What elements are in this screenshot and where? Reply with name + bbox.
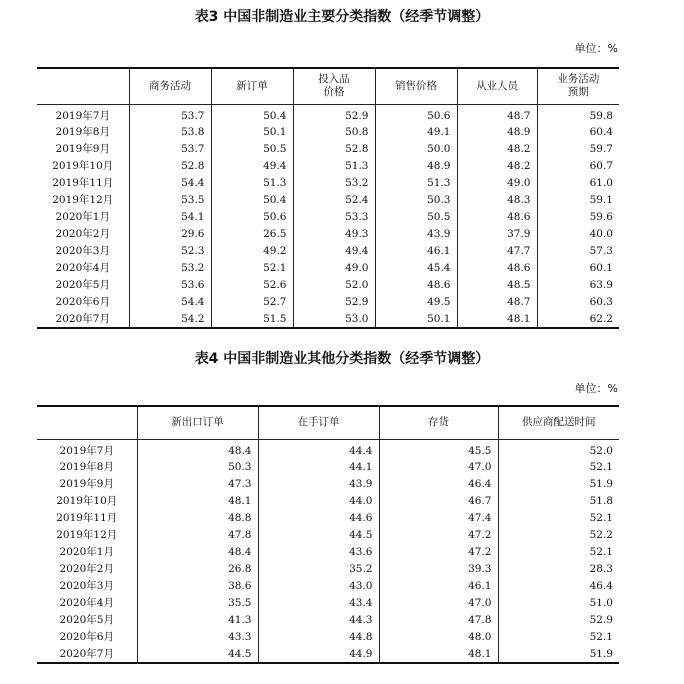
row-month-label: 2020年7月 bbox=[59, 647, 114, 660]
table-row bbox=[37, 104, 619, 124]
table-cell: 43.3 bbox=[137, 629, 258, 646]
table-cell: 50.6 bbox=[375, 104, 457, 124]
table4-title: 表4 中国非制造业其他分类指数（经季节调整） bbox=[194, 351, 490, 367]
table-cell: 60.3 bbox=[537, 294, 619, 311]
table-cell: 50.5 bbox=[211, 141, 293, 158]
table-cell: 57.3 bbox=[537, 243, 619, 260]
table3 bbox=[37, 67, 619, 329]
row-month-label: 2020年3月 bbox=[59, 580, 114, 592]
row-month-label: 2019年10月 bbox=[52, 160, 114, 172]
table-cell: 48.9 bbox=[375, 158, 457, 175]
row-month-label: 2019年9月 bbox=[55, 143, 110, 155]
table-cell: 50.0 bbox=[375, 141, 457, 158]
table-cell: 45.5 bbox=[379, 439, 498, 459]
table-row bbox=[37, 311, 619, 328]
table-row bbox=[37, 493, 619, 510]
table4-col-header: 新出口订单 bbox=[137, 406, 258, 439]
row-month-label: 2020年6月 bbox=[59, 631, 114, 643]
table-cell: 45.4 bbox=[375, 260, 457, 277]
table-cell: 50.3 bbox=[137, 459, 258, 476]
table-cell: 52.9 bbox=[293, 294, 375, 311]
table4-col-header bbox=[37, 406, 137, 439]
table-cell: 51.9 bbox=[498, 646, 619, 663]
table-cell: 54.1 bbox=[129, 209, 211, 226]
table3-col-header: 从业人员 bbox=[457, 68, 537, 104]
table-cell: 49.3 bbox=[293, 226, 375, 243]
table-cell: 54.4 bbox=[129, 175, 211, 192]
table-cell: 47.0 bbox=[379, 459, 498, 476]
table-cell: 53.0 bbox=[293, 311, 375, 328]
table-cell: 47.4 bbox=[379, 510, 498, 527]
table-cell: 44.5 bbox=[258, 527, 379, 544]
table-row bbox=[37, 510, 619, 527]
table-cell: 49.1 bbox=[375, 124, 457, 141]
table4-unit: 单位：% bbox=[574, 382, 618, 395]
table-row bbox=[37, 439, 619, 459]
table-cell: 38.6 bbox=[137, 578, 258, 595]
table-cell: 59.6 bbox=[537, 209, 619, 226]
table-cell: 44.3 bbox=[258, 612, 379, 629]
table-cell: 61.0 bbox=[537, 175, 619, 192]
table-cell: 43.6 bbox=[258, 544, 379, 561]
table-cell: 49.2 bbox=[211, 243, 293, 260]
table-cell: 37.9 bbox=[457, 226, 537, 243]
table-cell: 48.0 bbox=[379, 629, 498, 646]
table4-col-header: 供应商配送时间 bbox=[498, 406, 619, 439]
table-cell: 50.4 bbox=[211, 104, 293, 124]
table-cell: 47.0 bbox=[379, 595, 498, 612]
table4-col-header: 存货 bbox=[379, 406, 498, 439]
table-cell: 47.7 bbox=[457, 243, 537, 260]
table3-col-header: 投入品 价格 bbox=[293, 68, 375, 104]
table4-body bbox=[37, 439, 619, 663]
row-month-label: 2020年4月 bbox=[55, 262, 110, 274]
table-cell: 44.5 bbox=[137, 646, 258, 663]
table-cell: 48.4 bbox=[137, 439, 258, 459]
row-month-label: 2020年4月 bbox=[59, 597, 114, 609]
table-cell: 49.5 bbox=[375, 294, 457, 311]
table-cell: 48.7 bbox=[457, 104, 537, 124]
table3-col-header: 销售价格 bbox=[375, 68, 457, 104]
row-month-label: 2019年11月 bbox=[56, 512, 118, 524]
table-cell: 53.8 bbox=[129, 124, 211, 141]
row-month-label: 2020年7月 bbox=[55, 312, 110, 325]
table-cell: 49.0 bbox=[457, 175, 537, 192]
table-cell: 50.1 bbox=[211, 124, 293, 141]
table-cell: 52.1 bbox=[498, 629, 619, 646]
table-cell: 35.2 bbox=[258, 561, 379, 578]
table-cell: 52.8 bbox=[293, 141, 375, 158]
row-month-label: 2019年11月 bbox=[52, 177, 114, 189]
table-row bbox=[37, 561, 619, 578]
table-cell: 50.5 bbox=[375, 209, 457, 226]
table-cell: 48.6 bbox=[457, 260, 537, 277]
table-cell: 52.0 bbox=[498, 439, 619, 459]
table-cell: 49.4 bbox=[211, 158, 293, 175]
table3-title: 表3 中国非制造业主要分类指数（经季节调整） bbox=[194, 9, 490, 25]
row-month-label: 2019年7月 bbox=[55, 109, 110, 122]
table-cell: 46.4 bbox=[498, 578, 619, 595]
table-cell: 47.2 bbox=[379, 544, 498, 561]
table-cell: 59.8 bbox=[537, 104, 619, 124]
table-cell: 41.3 bbox=[137, 612, 258, 629]
table-row bbox=[37, 243, 619, 260]
row-month-label: 2020年5月 bbox=[59, 614, 114, 626]
row-month-label: 2020年2月 bbox=[55, 228, 110, 240]
table-cell: 49.4 bbox=[293, 243, 375, 260]
table-cell: 48.2 bbox=[457, 141, 537, 158]
table-cell: 44.9 bbox=[258, 646, 379, 663]
table-row bbox=[37, 646, 619, 663]
table-cell: 50.4 bbox=[211, 192, 293, 209]
table-cell: 47.8 bbox=[379, 612, 498, 629]
table3-header-row bbox=[37, 68, 619, 104]
table3-unit: 单位：% bbox=[574, 42, 618, 55]
table-cell: 47.8 bbox=[137, 527, 258, 544]
table-cell: 51.9 bbox=[498, 476, 619, 493]
table-row bbox=[37, 209, 619, 226]
table-cell: 46.7 bbox=[379, 493, 498, 510]
table-row bbox=[37, 192, 619, 209]
table-row bbox=[37, 260, 619, 277]
table-cell: 51.3 bbox=[293, 158, 375, 175]
row-month-label: 2019年7月 bbox=[59, 444, 114, 457]
table-cell: 53.3 bbox=[293, 209, 375, 226]
table-cell: 28.3 bbox=[498, 561, 619, 578]
table-cell: 48.6 bbox=[457, 209, 537, 226]
table-cell: 59.7 bbox=[537, 141, 619, 158]
table-cell: 60.1 bbox=[537, 260, 619, 277]
table-cell: 60.7 bbox=[537, 158, 619, 175]
table-cell: 50.8 bbox=[293, 124, 375, 141]
table-cell: 51.0 bbox=[498, 595, 619, 612]
table-cell: 35.5 bbox=[137, 595, 258, 612]
row-month-label: 2020年3月 bbox=[55, 245, 110, 257]
table-cell: 52.6 bbox=[211, 277, 293, 294]
table-cell: 53.7 bbox=[129, 104, 211, 124]
table-cell: 63.9 bbox=[537, 277, 619, 294]
table-cell: 52.9 bbox=[498, 612, 619, 629]
table-cell: 53.7 bbox=[129, 141, 211, 158]
table-cell: 47.3 bbox=[137, 476, 258, 493]
table-cell: 40.0 bbox=[537, 226, 619, 243]
row-month-label: 2020年1月 bbox=[55, 211, 110, 223]
table-cell: 26.5 bbox=[211, 226, 293, 243]
row-month-label: 2020年6月 bbox=[55, 296, 110, 308]
table-row bbox=[37, 277, 619, 294]
table-cell: 50.3 bbox=[375, 192, 457, 209]
table-row bbox=[37, 544, 619, 561]
table3-col-header bbox=[37, 68, 129, 104]
table3-col-header: 业务活动 预期 bbox=[537, 68, 619, 104]
table-cell: 49.0 bbox=[293, 260, 375, 277]
table-cell: 53.2 bbox=[293, 175, 375, 192]
table-cell: 53.6 bbox=[129, 277, 211, 294]
table-cell: 52.1 bbox=[498, 510, 619, 527]
table-cell: 52.1 bbox=[498, 544, 619, 561]
table-cell: 51.3 bbox=[211, 175, 293, 192]
table-cell: 44.0 bbox=[258, 493, 379, 510]
table-row bbox=[37, 124, 619, 141]
table-cell: 52.4 bbox=[293, 192, 375, 209]
table-cell: 53.5 bbox=[129, 192, 211, 209]
table3-col-header: 新订单 bbox=[211, 68, 293, 104]
row-month-label: 2019年10月 bbox=[56, 495, 118, 507]
table-cell: 48.1 bbox=[379, 646, 498, 663]
row-month-label: 2020年1月 bbox=[59, 546, 114, 558]
table-cell: 50.1 bbox=[375, 311, 457, 328]
table-cell: 46.1 bbox=[379, 578, 498, 595]
table-cell: 51.3 bbox=[375, 175, 457, 192]
table-cell: 60.4 bbox=[537, 124, 619, 141]
table-cell: 50.6 bbox=[211, 209, 293, 226]
table-cell: 52.9 bbox=[293, 104, 375, 124]
table-cell: 52.7 bbox=[211, 294, 293, 311]
table-cell: 44.8 bbox=[258, 629, 379, 646]
row-month-label: 2019年12月 bbox=[52, 194, 114, 206]
table-cell: 48.4 bbox=[137, 544, 258, 561]
table-cell: 62.2 bbox=[537, 311, 619, 328]
table-cell: 52.1 bbox=[498, 459, 619, 476]
table-row bbox=[37, 158, 619, 175]
table-cell: 44.6 bbox=[258, 510, 379, 527]
table-cell: 44.1 bbox=[258, 459, 379, 476]
table-cell: 39.3 bbox=[379, 561, 498, 578]
table-row bbox=[37, 595, 619, 612]
table-row bbox=[37, 294, 619, 311]
table-row bbox=[37, 459, 619, 476]
table-cell: 43.9 bbox=[258, 476, 379, 493]
table-cell: 48.9 bbox=[457, 124, 537, 141]
table-cell: 52.2 bbox=[498, 527, 619, 544]
table-cell: 43.0 bbox=[258, 578, 379, 595]
table-cell: 52.0 bbox=[293, 277, 375, 294]
table-cell: 48.7 bbox=[457, 294, 537, 311]
table-row bbox=[37, 612, 619, 629]
table-cell: 48.3 bbox=[457, 192, 537, 209]
table-row bbox=[37, 226, 619, 243]
table-cell: 48.1 bbox=[457, 311, 537, 328]
table-cell: 48.8 bbox=[137, 510, 258, 527]
table-cell: 51.8 bbox=[498, 493, 619, 510]
table-cell: 44.4 bbox=[258, 439, 379, 459]
table-cell: 52.8 bbox=[129, 158, 211, 175]
table-row bbox=[37, 141, 619, 158]
table-cell: 54.4 bbox=[129, 294, 211, 311]
table-cell: 52.1 bbox=[211, 260, 293, 277]
table-cell: 48.1 bbox=[137, 493, 258, 510]
table4-header-row bbox=[37, 406, 619, 439]
row-month-label: 2019年8月 bbox=[59, 461, 114, 473]
table-cell: 48.2 bbox=[457, 158, 537, 175]
table-cell: 26.8 bbox=[137, 561, 258, 578]
table-row bbox=[37, 175, 619, 192]
table-cell: 54.2 bbox=[129, 311, 211, 328]
row-month-label: 2019年12月 bbox=[56, 529, 118, 541]
table-cell: 46.4 bbox=[379, 476, 498, 493]
table-cell: 43.9 bbox=[375, 226, 457, 243]
table-cell: 53.2 bbox=[129, 260, 211, 277]
table3-col-header: 商务活动 bbox=[129, 68, 211, 104]
table4-col-header: 在手订单 bbox=[258, 406, 379, 439]
table-cell: 47.2 bbox=[379, 527, 498, 544]
table-cell: 59.1 bbox=[537, 192, 619, 209]
table-cell: 52.3 bbox=[129, 243, 211, 260]
row-month-label: 2020年5月 bbox=[55, 279, 110, 291]
table-cell: 43.4 bbox=[258, 595, 379, 612]
table3-body bbox=[37, 104, 619, 328]
row-month-label: 2019年8月 bbox=[55, 126, 110, 138]
table-row bbox=[37, 527, 619, 544]
table-row bbox=[37, 476, 619, 493]
table4 bbox=[37, 405, 619, 664]
table-cell: 48.6 bbox=[375, 277, 457, 294]
table-row bbox=[37, 629, 619, 646]
table-cell: 51.5 bbox=[211, 311, 293, 328]
table-row bbox=[37, 578, 619, 595]
table-cell: 46.1 bbox=[375, 243, 457, 260]
row-month-label: 2019年9月 bbox=[59, 478, 114, 490]
table-cell: 29.6 bbox=[129, 226, 211, 243]
table-cell: 48.5 bbox=[457, 277, 537, 294]
row-month-label: 2020年2月 bbox=[59, 563, 114, 575]
